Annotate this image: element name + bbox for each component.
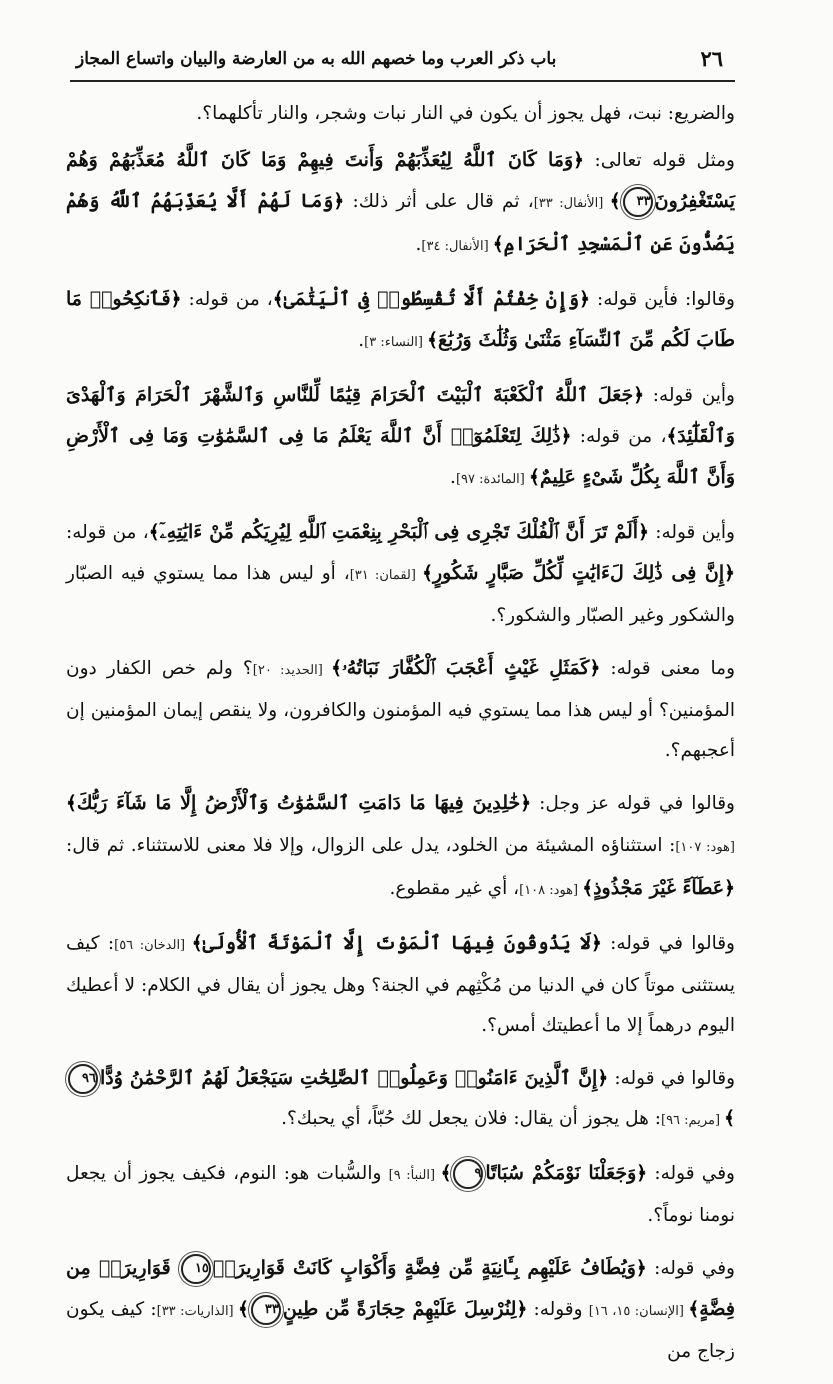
quran-quote: وَإِنْ خِفْتُمْ أَلَّا تُقْسِطُوا۟ فِى ٱلْيَتَٰمَىٰ — [283, 288, 580, 310]
quran-quote: إِنَّ ٱلَّذِينَ ءَامَنُوا۟ وَعَمِلُوا۟ ٱلصَّٰلِحَٰتِ سَيَجْعَلُ لَهُمُ ٱلرَّحْمَٰنُ وُدًّا — [100, 1067, 598, 1089]
quran-bracket-open: ﴿ — [560, 426, 572, 447]
quran-bracket-close: ﴾ — [529, 467, 540, 488]
paragraph-text: ، من قوله: — [66, 522, 149, 543]
ayah-number-marker: ٣٣ — [251, 1295, 281, 1325]
verse-reference: [الدخان: ٥٦] — [114, 938, 192, 953]
paragraph — [66, 279, 735, 363]
quran-quote: وَيُطَافُ عَلَيْهِم بِـَٔانِيَةٍ مِّن فِضَّةٍ وَأَكْوَابٍ كَانَتْ قَوَارِيرَا۠ — [212, 1257, 636, 1279]
quran-quote: خَٰلِدِينَ فِيهَا مَا دَامَتِ ٱلسَّمَٰوَٰتُ وَٱلْأَرْضُ إِلَّا مَا شَآءَ رَبُّكَ — [76, 792, 521, 814]
verse-reference: [هود: ١٠٨] — [519, 883, 583, 898]
page-body — [66, 94, 735, 1384]
quran-bracket-close: ﴾ — [272, 289, 284, 310]
paragraph-text: وقوله: — [527, 1299, 589, 1320]
verse-reference: [مريم: ٩٦] — [660, 1113, 725, 1128]
ayah-number-marker: ٩٦ — [68, 1064, 98, 1094]
ayah-number-marker: ١٥ — [181, 1254, 211, 1284]
paragraph-text: : كيف يكون زجاج من — [66, 1299, 735, 1362]
quran-bracket-close: ﴾ — [331, 658, 342, 679]
quran-quote: كَمَثَلِ غَيْثٍ أَعْجَبَ ٱلْكُفَّارَ نَبَاتُهُۥ — [341, 657, 590, 679]
quran-quote: عَطَآءً غَيْرَ مَجْذُوذٍ — [593, 877, 725, 899]
paragraph-text: . — [358, 330, 365, 351]
quran-quote: ذَٰلِكَ لِتَعْلَمُوٓا۟ أَنَّ ٱللَّهَ يَعْلَمُ مَا فِى ٱلسَّمَٰوَٰتِ وَمَا فِى ٱلْأَرْضِ وَأَنَّ ٱللَّهَ بِكُلِّ شَىْءٍ عَلِيمٌ — [66, 425, 735, 488]
paragraph — [66, 375, 735, 500]
paragraph-text: : استثناؤه المشيئة من الخلود، يدل على الزوال، وإلا فلا معنى للاستثناء. ثم قال: — [66, 835, 676, 856]
quran-bracket-open: ﴿ — [597, 1068, 609, 1089]
paragraph-text: وفي قوله: — [647, 1163, 735, 1184]
quran-bracket-close: ﴾ — [609, 191, 621, 212]
paragraph-text: . — [415, 234, 422, 255]
quran-bracket-open: ﴿ — [170, 289, 182, 310]
quran-quote: إِنَّ فِى ذَٰلِكَ لَءَايَٰتٍ لِّكُلِّ صَبَّارٍ شَكُورٍ — [432, 562, 725, 584]
quran-bracket-open: ﴿ — [520, 793, 532, 814]
paragraph — [66, 783, 735, 911]
quran-bracket-close: ﴾ — [238, 1299, 249, 1320]
paragraph-text: والضريع: نبت، فهل يجوز أن يكون في النار نبات وشجر، والنار تأكلهما؟. — [196, 103, 735, 124]
quran-bracket-open: ﴿ — [573, 150, 584, 171]
page-header — [70, 40, 735, 82]
paragraph-text: وأين قوله: — [644, 385, 735, 406]
paragraph-text: ، أي غير مقطوع. — [389, 878, 520, 899]
quran-bracket-close: ﴾ — [582, 878, 594, 899]
running-title: باب ذكر العرب وما خصهم الله به من العارضة والبيان واتساع المجاز — [76, 49, 557, 69]
paragraph-text: وقالوا في قوله: — [608, 1068, 736, 1089]
quran-bracket-open: ﴿ — [579, 289, 590, 310]
quran-bracket-close: ﴾ — [66, 793, 77, 814]
paragraph-text: . — [450, 467, 456, 488]
quran-bracket-close: ﴾ — [191, 933, 203, 954]
quran-bracket-open: ﴿ — [638, 522, 649, 543]
paragraph-text: وقالوا في قوله عز وجل: — [531, 793, 735, 814]
quran-bracket-open: ﴿ — [635, 1258, 647, 1279]
quran-quote: وَجَعَلْنَا نَوْمَكُمْ سُبَاتًا — [485, 1162, 637, 1184]
quran-quote: وَمَا لَهُمْ أَلَّا يُعَذِّبَهُمُ ٱللَّهُ وَهُمْ يَصُدُّونَ عَنِ ٱلْمَسْجِدِ ٱلْحَرَامِ — [66, 190, 735, 255]
paragraph-text: وما معنى قوله: — [600, 658, 736, 679]
quran-bracket-open: ﴿ — [590, 933, 602, 954]
paragraph — [66, 1248, 735, 1372]
paragraph — [66, 1058, 735, 1141]
paragraph-text: ومثل قوله تعالى: — [584, 150, 735, 171]
quran-bracket-open: ﴿ — [724, 563, 736, 584]
paragraph-text: وقالوا: فأين قوله: — [589, 289, 735, 310]
paragraph-text: ؟ ولم خص الكفار دون المؤمنين؟ أو ليس هذا مما يستوي فيه المؤمنون والكافرون، ولا ينقص إيمان المؤمنين إن أعجبهم؟. — [66, 658, 735, 761]
quran-quote: فَٱنكِحُوا۟ مَا طَابَ لَكُم مِّنَ ٱلنِّسَآءِ مَثْنَىٰ وَثُلَٰثَ وَرُبَٰعَ — [66, 288, 735, 351]
paragraph — [66, 512, 735, 636]
verse-reference: [المائدة: ٩٧] — [455, 472, 530, 487]
verse-reference: [لقمان: ٣١] — [349, 568, 423, 583]
paragraph-text: ، من قوله: — [571, 426, 667, 447]
paragraph-text: ، من قوله: — [181, 289, 273, 310]
paragraph-text: ، ثم قال على أثر ذلك: — [344, 191, 534, 212]
ayah-number-marker: ٣٣ — [623, 187, 653, 217]
quran-bracket-open: ﴿ — [633, 385, 645, 406]
quran-bracket-close: ﴾ — [440, 1163, 452, 1184]
paragraph — [66, 648, 735, 771]
quran-quote: أَلَمْ تَرَ أَنَّ ٱلْفُلْكَ تَجْرِى فِى ٱلْبَحْرِ بِنِعْمَتِ ٱللَّهِ لِيُرِيَكُم مِّنْ ءَايَٰتِهِۦٓ — [159, 521, 639, 543]
verse-reference: [الأنفال: ٣٤] — [421, 239, 493, 254]
quran-bracket-open: ﴿ — [333, 191, 345, 212]
quran-bracket-close: ﴾ — [688, 1299, 700, 1320]
verse-reference: [الذاريات: ٣٣] — [156, 1304, 239, 1319]
paragraph-text: : هل يجوز أن يقال: فلان يجعل لك حُبّاً، أي يحبك؟. — [281, 1108, 661, 1129]
paragraph — [66, 140, 735, 267]
verse-reference: [النبأ: ٩] — [388, 1168, 441, 1183]
quran-quote: قَوَارِيرَا۟ مِن فِضَّةٍ — [66, 1257, 735, 1320]
verse-reference: [الإنسان: ١٥، ١٦] — [588, 1304, 689, 1319]
quran-quote: جَعَلَ ٱللَّهُ ٱلْكَعْبَةَ ٱلْبَيْتَ ٱلْحَرَامَ قِيَٰمًا لِّلنَّاسِ وَٱلشَّهْرَ ٱلْحَرَامَ وَٱلْهَدْىَ وَٱلْقَلَٰٓئِدَ — [66, 384, 735, 447]
quran-bracket-close: ﴾ — [492, 234, 504, 255]
verse-reference: [هود: ١٠٧] — [675, 840, 735, 855]
quran-quote: لَا يَذُوقُونَ فِيهَا ٱلْمَوْتَ إِلَّا ٱلْمَوْتَةَ ٱلْأُولَىٰ — [202, 932, 591, 954]
paragraph — [66, 94, 735, 134]
quran-quote: وَمَا كَانَ ٱللَّهُ لِيُعَذِّبَهُمْ وَأَنتَ فِيهِمْ وَمَا كَانَ ٱللَّهُ مُعَذِّبَهُمْ وَهُمْ يَسْتَغْفِرُونَ — [66, 149, 736, 212]
quran-bracket-open: ﴿ — [516, 1299, 528, 1320]
paragraph-text: والسُّبات هو: النوم، فكيف يجوز أن يجعل نومنا نوماً؟. — [66, 1163, 735, 1226]
paragraph-text: ، أو ليس هذا مما يستوي فيه الصبّار والشكور وغير الصبّار والشكور؟. — [66, 563, 735, 626]
verse-reference: [الحديد: ٢٠] — [252, 663, 332, 678]
quran-bracket-close: ﴾ — [422, 563, 433, 584]
quran-bracket-close: ﴾ — [427, 330, 438, 351]
quran-bracket-open: ﴿ — [589, 658, 601, 679]
quran-bracket-close: ﴾ — [724, 1108, 735, 1129]
paragraph-text: : كيف يستثنى موتاً كان في الدنيا من مُكْثِهم في الجنة؟ وهل يجوز أن يقال في الكلام: لا أعطيك اليوم درهماً إلا ما أعطيتك أمس؟. — [66, 933, 735, 1036]
quran-bracket-close: ﴾ — [666, 426, 678, 447]
paragraph — [66, 923, 735, 1046]
verse-reference: [النساء: ٣] — [364, 335, 428, 350]
verse-reference: [الأنفال: ٣٣] — [533, 196, 610, 211]
quran-bracket-open: ﴿ — [724, 878, 735, 899]
quran-quote: لِنُرْسِلَ عَلَيْهِمْ حِجَارَةً مِّن طِينٍ — [282, 1298, 517, 1320]
paragraph-text: وقالوا في قوله: — [601, 933, 735, 954]
quran-bracket-close: ﴾ — [148, 522, 160, 543]
quran-bracket-open: ﴿ — [636, 1163, 648, 1184]
ayah-number-marker: ٩ — [453, 1159, 483, 1189]
paragraph-text: وأين قوله: — [648, 522, 735, 543]
paragraph-text: وفي قوله: — [646, 1258, 735, 1279]
page-number: ٢٦ — [700, 46, 723, 71]
paragraph — [66, 1153, 735, 1236]
